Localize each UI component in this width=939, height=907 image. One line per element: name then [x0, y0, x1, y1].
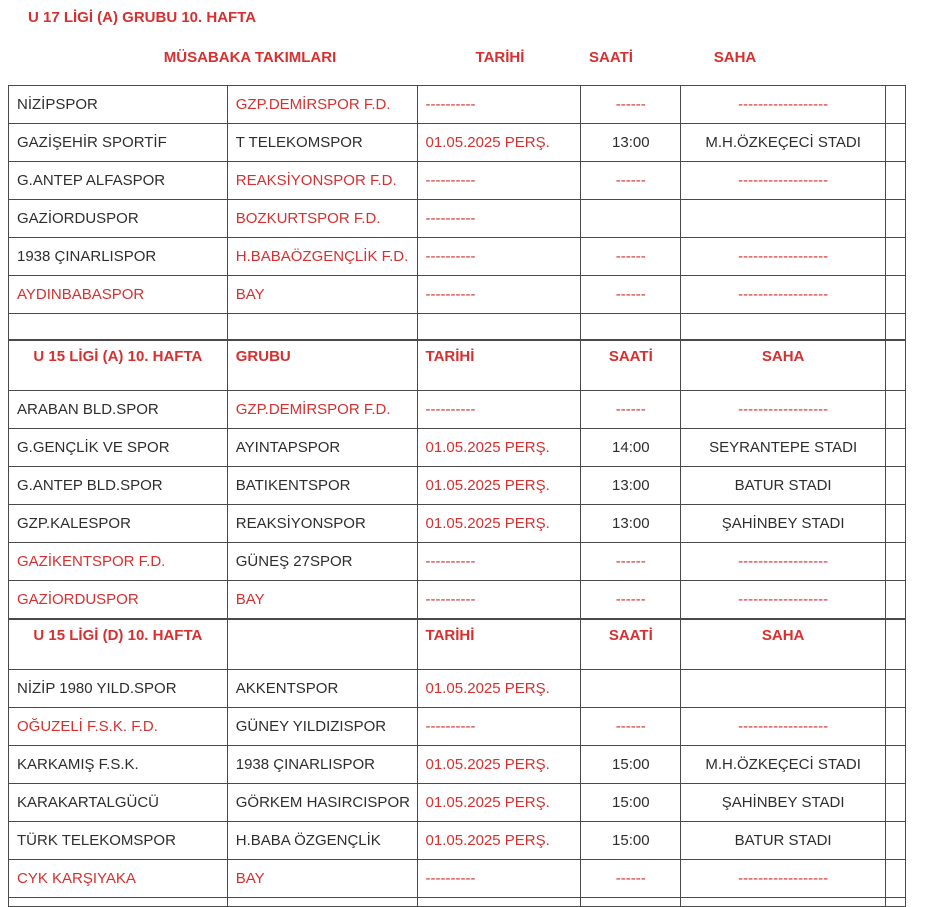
- end-cell: [886, 124, 906, 161]
- end-cell: [886, 341, 906, 390]
- date-cell: 01.05.2025 PERŞ.: [418, 124, 582, 161]
- time-cell: ------: [581, 391, 681, 428]
- time-header-cell: SAATİ: [581, 620, 681, 669]
- away-team-cell: [228, 314, 418, 339]
- match-row: [9, 200, 906, 238]
- venue-cell: [681, 200, 886, 237]
- venue-header-cell: SAHA: [681, 341, 886, 390]
- away-team-cell: [228, 898, 418, 906]
- end-cell: [886, 238, 906, 275]
- match-row: [9, 467, 906, 505]
- fixtures-table: [8, 85, 906, 907]
- away-team-cell: T TELEKOMSPOR: [228, 124, 418, 161]
- page-title: U 17 LİGİ (A) GRUBU 10. HAFTA: [28, 9, 257, 26]
- home-team-cell: [9, 898, 228, 906]
- venue-cell: [681, 898, 886, 906]
- end-cell: [886, 746, 906, 783]
- match-row: [9, 276, 906, 314]
- time-cell: 13:00: [581, 124, 681, 161]
- venue-cell: M.H.ÖZKEÇECİ STADI: [681, 124, 886, 161]
- match-row: [9, 238, 906, 276]
- date-cell: ----------: [418, 391, 582, 428]
- date-cell: 01.05.2025 PERŞ.: [418, 670, 582, 707]
- end-cell: [886, 314, 906, 339]
- time-cell: 15:00: [581, 746, 681, 783]
- away-team-cell: H.BABA ÖZGENÇLİK: [228, 822, 418, 859]
- match-row: [9, 746, 906, 784]
- match-row: [9, 670, 906, 708]
- home-team-cell: NİZİPSPOR: [9, 86, 228, 123]
- time-cell: [581, 670, 681, 707]
- away-team-cell: GÜNEŞ 27SPOR: [228, 543, 418, 580]
- match-row: [9, 391, 906, 429]
- end-cell: [886, 391, 906, 428]
- venue-cell: [681, 670, 886, 707]
- venue-cell: ------------------: [681, 86, 886, 123]
- time-cell: 15:00: [581, 784, 681, 821]
- date-cell: ----------: [418, 860, 582, 897]
- match-row: [9, 505, 906, 543]
- away-team-cell: GZP.DEMİRSPOR F.D.: [228, 86, 418, 123]
- date-cell: ----------: [418, 162, 582, 199]
- home-team-cell: GAZİKENTSPOR F.D.: [9, 543, 228, 580]
- away-team-cell: REAKSİYONSPOR F.D.: [228, 162, 418, 199]
- time-cell: ------: [581, 708, 681, 745]
- section-header-row: [9, 340, 906, 391]
- end-cell: [886, 581, 906, 618]
- home-team-cell: KARAKARTALGÜCÜ: [9, 784, 228, 821]
- venue-cell: SEYRANTEPE STADI: [681, 429, 886, 466]
- date-cell: 01.05.2025 PERŞ.: [418, 429, 582, 466]
- end-cell: [886, 276, 906, 313]
- away-team-cell: BOZKURTSPOR F.D.: [228, 200, 418, 237]
- home-team-cell: GAZİŞEHİR SPORTİF: [9, 124, 228, 161]
- time-cell: ------: [581, 581, 681, 618]
- section-header-row: [9, 619, 906, 670]
- away-team-cell: AYINTAPSPOR: [228, 429, 418, 466]
- column-labels: [0, 49, 939, 69]
- end-cell: [886, 505, 906, 542]
- date-cell: 01.05.2025 PERŞ.: [418, 784, 582, 821]
- away-team-cell: GZP.DEMİRSPOR F.D.: [228, 391, 418, 428]
- time-cell: 15:00: [581, 822, 681, 859]
- venue-cell: M.H.ÖZKEÇECİ STADI: [681, 746, 886, 783]
- date-cell: 01.05.2025 PERŞ.: [418, 822, 582, 859]
- venue-cell: ------------------: [681, 708, 886, 745]
- time-column-label: SAATİ: [589, 49, 633, 66]
- home-team-cell: TÜRK TELEKOMSPOR: [9, 822, 228, 859]
- match-row: [9, 708, 906, 746]
- home-team-cell: OĞUZELİ F.S.K. F.D.: [9, 708, 228, 745]
- away-team-cell: 1938 ÇINARLISPOR: [228, 746, 418, 783]
- home-team-cell: 1938 ÇINARLISPOR: [9, 238, 228, 275]
- end-cell: [886, 822, 906, 859]
- end-cell: [886, 898, 906, 906]
- end-cell: [886, 670, 906, 707]
- time-cell: ------: [581, 276, 681, 313]
- end-cell: [886, 620, 906, 669]
- away-team-cell: AKKENTSPOR: [228, 670, 418, 707]
- away-team-cell: BAY: [228, 860, 418, 897]
- home-team-cell: NİZİP 1980 YILD.SPOR: [9, 670, 228, 707]
- away-team-cell: GÜNEY YILDIZISPOR: [228, 708, 418, 745]
- time-header-cell: SAATİ: [581, 341, 681, 390]
- venue-cell: ŞAHİNBEY STADI: [681, 784, 886, 821]
- venue-cell: ------------------: [681, 162, 886, 199]
- match-row: [9, 860, 906, 898]
- venue-cell: ------------------: [681, 391, 886, 428]
- date-cell: 01.05.2025 PERŞ.: [418, 505, 582, 542]
- home-team-cell: G.ANTEP ALFASPOR: [9, 162, 228, 199]
- match-row: [9, 822, 906, 860]
- home-team-cell: [9, 314, 228, 339]
- time-cell: [581, 200, 681, 237]
- away-team-cell: REAKSİYONSPOR: [228, 505, 418, 542]
- match-row: [9, 429, 906, 467]
- end-cell: [886, 200, 906, 237]
- date-cell: ----------: [418, 200, 582, 237]
- away-team-cell: H.BABAÖZGENÇLİK F.D.: [228, 238, 418, 275]
- date-column-label: TARİHİ: [475, 49, 525, 66]
- date-cell: [418, 314, 582, 339]
- away-team-cell: BAY: [228, 581, 418, 618]
- group-label-cell: GRUBU: [228, 341, 418, 390]
- date-cell: ----------: [418, 708, 582, 745]
- venue-cell: BATUR STADI: [681, 822, 886, 859]
- match-row: [9, 784, 906, 822]
- time-cell: ------: [581, 162, 681, 199]
- home-team-cell: ARABAN BLD.SPOR: [9, 391, 228, 428]
- match-row: [9, 543, 906, 581]
- venue-cell: BATUR STADI: [681, 467, 886, 504]
- partial-row: [9, 898, 906, 907]
- end-cell: [886, 467, 906, 504]
- date-cell: [418, 898, 582, 906]
- time-cell: ------: [581, 238, 681, 275]
- venue-header-cell: SAHA: [681, 620, 886, 669]
- end-cell: [886, 708, 906, 745]
- away-team-cell: BAY: [228, 276, 418, 313]
- venue-cell: ------------------: [681, 543, 886, 580]
- date-header-cell: TARİHİ: [418, 341, 582, 390]
- date-cell: ----------: [418, 276, 582, 313]
- date-cell: ----------: [418, 581, 582, 618]
- end-cell: [886, 543, 906, 580]
- time-cell: ------: [581, 86, 681, 123]
- end-cell: [886, 860, 906, 897]
- time-cell: [581, 898, 681, 906]
- date-cell: ----------: [418, 86, 582, 123]
- match-row: [9, 124, 906, 162]
- end-cell: [886, 784, 906, 821]
- away-team-cell: GÖRKEM HASIRCISPOR: [228, 784, 418, 821]
- end-cell: [886, 86, 906, 123]
- time-cell: 14:00: [581, 429, 681, 466]
- date-cell: ----------: [418, 543, 582, 580]
- match-row: [9, 162, 906, 200]
- home-team-cell: AYDINBABASPOR: [9, 276, 228, 313]
- time-cell: ------: [581, 543, 681, 580]
- match-row: [9, 581, 906, 619]
- date-cell: ----------: [418, 238, 582, 275]
- teams-column-label: MÜSABAKA TAKIMLARI: [163, 49, 337, 66]
- date-cell: 01.05.2025 PERŞ.: [418, 746, 582, 783]
- spacer-row: [9, 314, 906, 340]
- venue-cell: ------------------: [681, 276, 886, 313]
- section-title-cell: U 15 LİGİ (A) 10. HAFTA: [9, 341, 228, 390]
- home-team-cell: G.GENÇLİK VE SPOR: [9, 429, 228, 466]
- venue-cell: ------------------: [681, 238, 886, 275]
- end-cell: [886, 429, 906, 466]
- date-cell: 01.05.2025 PERŞ.: [418, 467, 582, 504]
- home-team-cell: GAZİORDUSPOR: [9, 200, 228, 237]
- time-cell: 13:00: [581, 505, 681, 542]
- end-cell: [886, 162, 906, 199]
- time-cell: 13:00: [581, 467, 681, 504]
- home-team-cell: GAZİORDUSPOR: [9, 581, 228, 618]
- time-cell: ------: [581, 860, 681, 897]
- home-team-cell: G.ANTEP BLD.SPOR: [9, 467, 228, 504]
- home-team-cell: CYK KARŞIYAKA: [9, 860, 228, 897]
- venue-cell: ------------------: [681, 581, 886, 618]
- group-label-cell: [228, 620, 418, 669]
- home-team-cell: KARKAMIŞ F.S.K.: [9, 746, 228, 783]
- section-title-cell: U 15 LİGİ (D) 10. HAFTA: [9, 620, 228, 669]
- home-team-cell: GZP.KALESPOR: [9, 505, 228, 542]
- venue-cell: ŞAHİNBEY STADI: [681, 505, 886, 542]
- venue-cell: [681, 314, 886, 339]
- away-team-cell: BATIKENTSPOR: [228, 467, 418, 504]
- venue-column-label: SAHA: [713, 49, 757, 66]
- date-header-cell: TARİHİ: [418, 620, 582, 669]
- time-cell: [581, 314, 681, 339]
- venue-cell: ------------------: [681, 860, 886, 897]
- match-row: [9, 86, 906, 124]
